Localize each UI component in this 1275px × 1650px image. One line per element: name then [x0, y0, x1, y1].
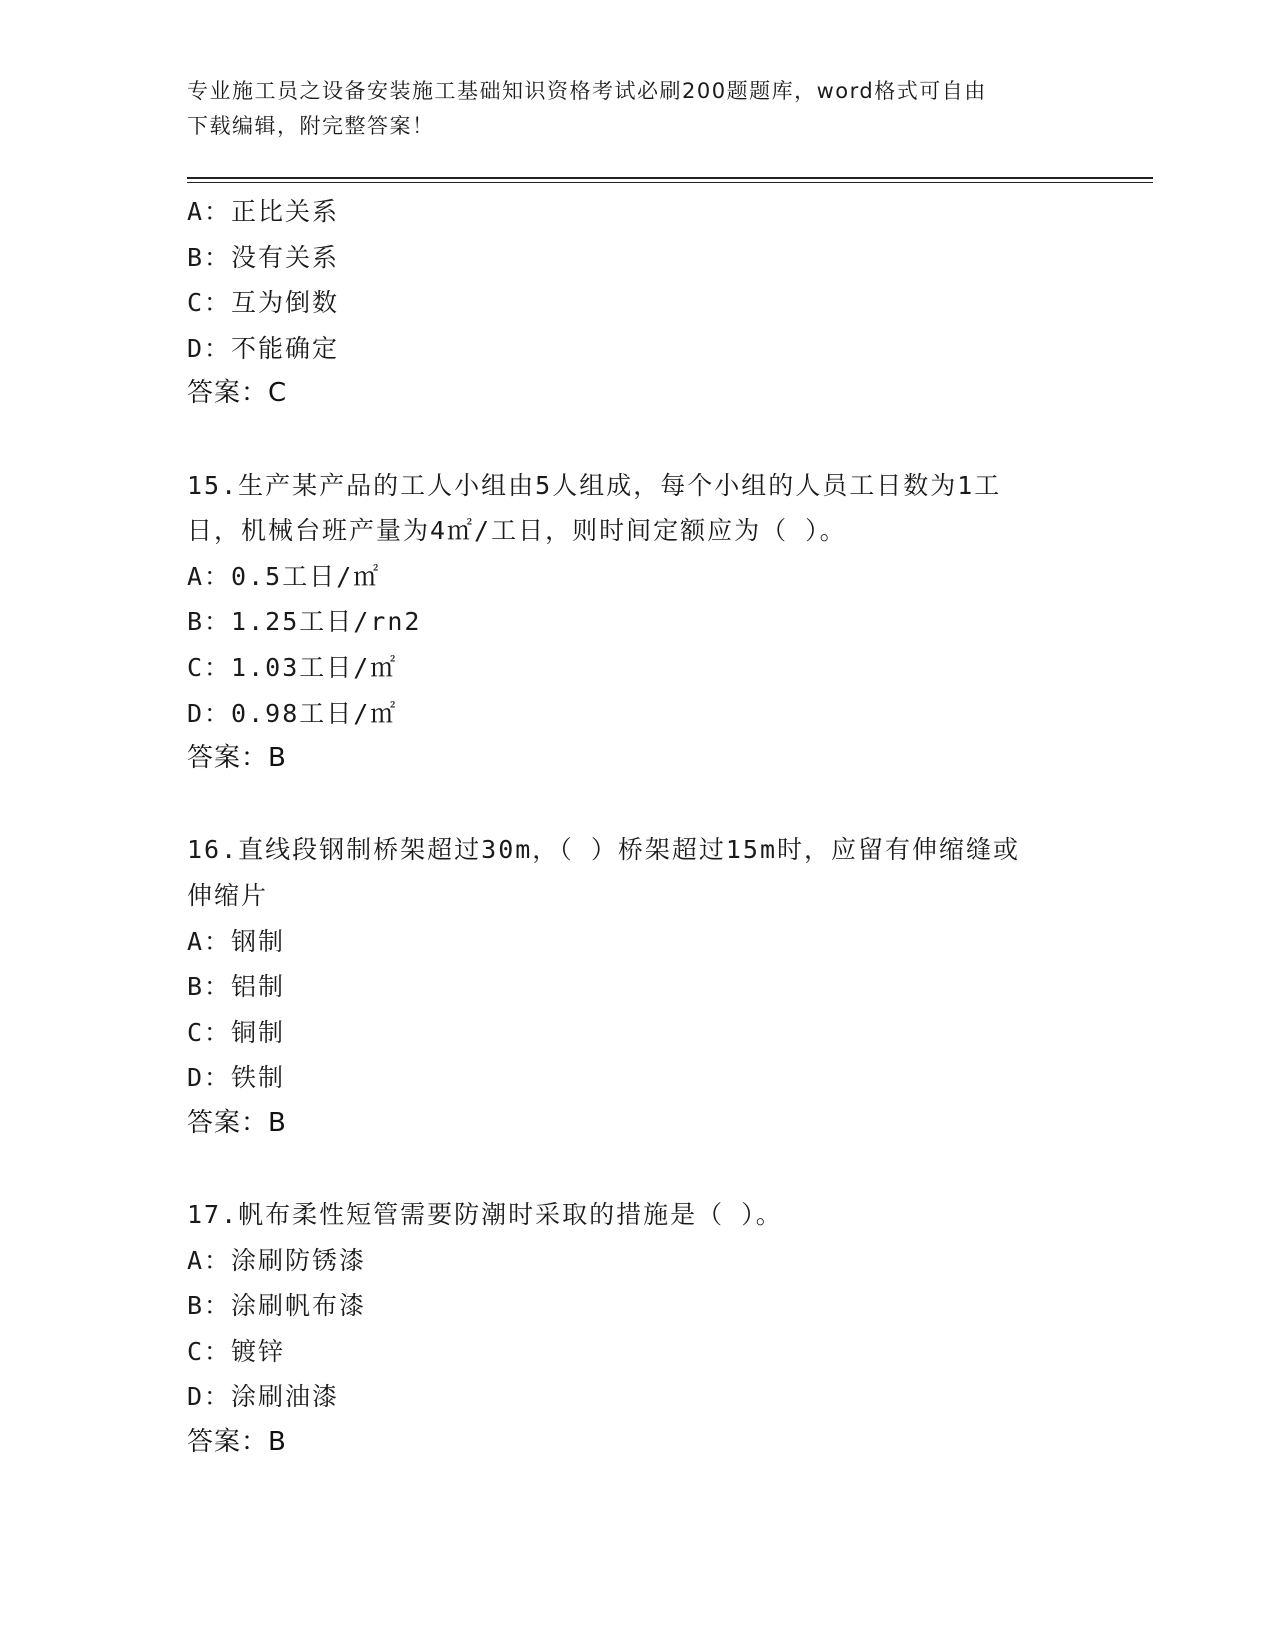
question-16 [187, 827, 1087, 1146]
question-list [187, 189, 1087, 1466]
question-stem-line-1: 17.帆布柔性短管需要防潮时采取的措施是（ ）。 [187, 1200, 783, 1230]
question-14 [187, 189, 1087, 417]
option-c: C：镀锌 [187, 1336, 286, 1366]
answer: 答案：B [187, 743, 287, 774]
answer: 答案：C [187, 378, 288, 409]
option-c: C：1.03工日/㎡ [187, 652, 398, 682]
option-d: D：0.98工日/㎡ [187, 698, 398, 728]
option-d: D：涂刷油漆 [187, 1382, 340, 1412]
option-c: C：互为倒数 [187, 288, 340, 318]
spacer [187, 1146, 1087, 1192]
option-c: C：铜制 [187, 1017, 286, 1047]
header-divider-thick [187, 177, 1153, 179]
option-b: B：1.25工日/rn2 [187, 607, 422, 637]
document-header [187, 74, 1087, 144]
option-b: B：涂刷帆布漆 [187, 1291, 367, 1321]
header-divider-thin [187, 182, 1153, 183]
question-stem-line-2: 日，机械台班产量为4㎡/工日，则时间定额应为（ ）。 [187, 516, 847, 546]
option-d: D：不能确定 [187, 333, 340, 363]
option-a: A：0.5工日/㎡ [187, 561, 381, 591]
answer: 答案：B [187, 1427, 287, 1458]
question-stem-line-1: 15.生产某产品的工人小组由5人组成，每个小组的人员工日数为1工 [187, 470, 1002, 500]
header-line-1: 专业施工员之设备安装施工基础知识资格考试必刷200题题库，word格式可自由 [187, 79, 987, 103]
question-stem-line-2: 伸缩片 [187, 880, 269, 910]
header-line-2: 下载编辑，附完整答案！ [187, 114, 435, 138]
question-stem-line-1: 16.直线段钢制桥架超过30m，（ ）桥架超过15m时，应留有伸缩缝或 [187, 835, 1021, 865]
question-17 [187, 1192, 1087, 1466]
option-a: A：钢制 [187, 926, 286, 956]
option-b: B：铝制 [187, 972, 286, 1002]
spacer [187, 417, 1087, 463]
option-a: A：涂刷防锈漆 [187, 1245, 367, 1275]
question-15 [187, 463, 1087, 782]
option-a: A：正比关系 [187, 197, 340, 226]
answer: 答案：B [187, 1107, 287, 1138]
option-d: D：铁制 [187, 1063, 286, 1093]
option-b: B：没有关系 [187, 242, 340, 272]
spacer [187, 782, 1087, 828]
